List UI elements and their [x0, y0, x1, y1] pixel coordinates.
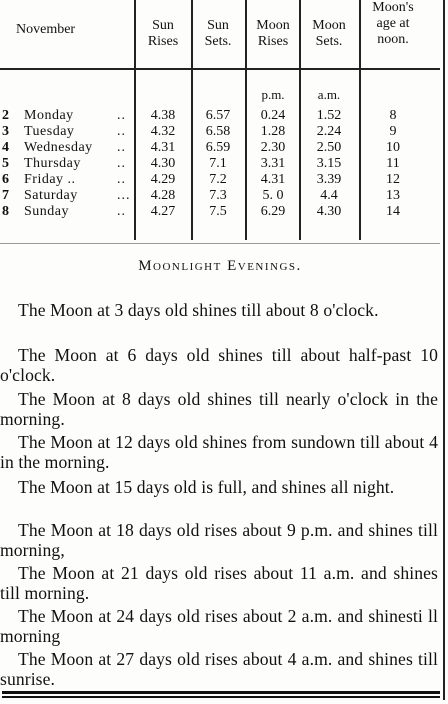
row-sun-rises: 4.27: [150, 204, 176, 219]
row-moon-age: 11: [386, 156, 400, 171]
row-leader: ..: [117, 204, 126, 219]
column-rule: [443, 0, 445, 700]
row-moon-age: 12: [386, 172, 400, 187]
paragraph: The Moon at 18 days old rises about 9 p.m. and shines till morning,: [0, 520, 438, 560]
paragraph: The Moon at 27 days old rises about 4 a.m. and shines till sunrise.: [0, 649, 438, 689]
header-moon-age: Moon's age at noon.: [372, 0, 414, 47]
table-row: [0, 204, 440, 220]
paragraph: The Moon at 6 days old shines till about half-past 10 o'clock.: [0, 345, 438, 385]
row-date: 3: [2, 124, 9, 139]
row-moon-age: 8: [389, 108, 397, 123]
row-moon-sets: 3.15: [316, 156, 342, 171]
row-day: Thursday: [24, 156, 81, 171]
row-sun-rises: 4.31: [150, 140, 176, 155]
row-leader: ..: [117, 108, 126, 123]
paragraph: The Moon at 24 days old rises about 2 a.m. and shinesti ll morning: [0, 606, 438, 646]
row-day: Saturday: [24, 188, 78, 203]
row-sun-rises: 4.30: [150, 156, 176, 171]
row-moon-rises: 2.30: [260, 140, 286, 155]
table-row: [0, 188, 440, 204]
row-date: 4: [2, 140, 9, 155]
row-moon-rises: 6.29: [260, 204, 286, 219]
row-sun-sets: 7.2: [209, 172, 227, 187]
row-day: Monday: [24, 108, 74, 123]
paragraph: The Moon at 8 days old shines till nearly o'clock in the morning.: [0, 389, 438, 429]
row-sun-sets: 7.3: [209, 188, 227, 203]
row-moon-sets: 2.24: [316, 124, 342, 139]
header-sun-rises: Sun Rises: [147, 18, 179, 49]
row-moon-rises: 0.24: [260, 108, 286, 123]
row-sun-sets: 6.59: [205, 140, 231, 155]
header-sun-sets: Sun Sets.: [204, 18, 232, 49]
row-sun-sets: 6.58: [205, 124, 231, 139]
bottom-rule-thin: [2, 696, 440, 698]
row-date: 2: [2, 108, 9, 123]
row-sun-sets: 7.5: [209, 204, 227, 219]
row-moon-sets: 1.52: [316, 108, 342, 123]
row-date: 8: [2, 204, 9, 219]
row-moon-age: 10: [386, 140, 400, 155]
row-sun-sets: 7.1: [209, 156, 227, 171]
table-row: [0, 124, 440, 140]
row-day: Friday ..: [24, 172, 76, 187]
header-moon-sets: Moon Sets.: [312, 18, 346, 49]
section-heading: Moonlight Evenings.: [138, 258, 302, 274]
table-row: [0, 172, 440, 188]
paragraph: The Moon at 12 days old shines from sundown till about 4 in the morning.: [0, 432, 438, 472]
row-moon-rises: 1.28: [260, 124, 286, 139]
row-moon-sets: 2.50: [316, 140, 342, 155]
row-sun-rises: 4.29: [150, 172, 176, 187]
table-row: [0, 156, 440, 172]
row-sun-rises: 4.38: [150, 108, 176, 123]
bottom-rule: [2, 691, 440, 694]
row-sun-sets: 6.57: [205, 108, 231, 123]
row-leader: ..: [117, 172, 126, 187]
row-leader: ...: [117, 188, 131, 203]
row-moon-age: 13: [386, 188, 400, 203]
row-date: 5: [2, 156, 9, 171]
row-moon-sets: 3.39: [316, 172, 342, 187]
row-moon-rises: 4.31: [260, 172, 286, 187]
unit-pm: p.m.: [261, 87, 285, 102]
row-day: Wednesday: [24, 140, 93, 155]
paragraph: The Moon at 15 days old is full, and shines all night.: [18, 477, 395, 497]
table-row: [0, 140, 440, 156]
row-moon-age: 9: [389, 124, 397, 139]
row-moon-rises: 5. 0: [262, 188, 284, 203]
row-moon-sets: 4.4: [320, 188, 338, 203]
row-moon-rises: 3.31: [260, 156, 286, 171]
row-date: 7: [2, 188, 9, 203]
table-bottom-rule: [0, 243, 440, 244]
row-leader: ..: [117, 140, 126, 155]
header-rule: [0, 68, 440, 70]
row-date: 6: [2, 172, 9, 187]
paragraph: The Moon at 3 days old shines till about 8 o'clock.: [18, 300, 379, 320]
header-moon-rises: Moon Rises: [256, 18, 290, 49]
row-sun-rises: 4.32: [150, 124, 176, 139]
row-moon-sets: 4.30: [316, 204, 342, 219]
sun-moon-table: [0, 0, 440, 248]
header-month: November: [16, 22, 76, 37]
unit-am: a.m.: [317, 87, 341, 102]
row-moon-age: 14: [386, 204, 400, 219]
table-row: [0, 108, 440, 124]
row-leader: ..: [117, 124, 126, 139]
row-leader: ..: [117, 156, 126, 171]
row-day: Tuesday: [24, 124, 75, 139]
row-sun-rises: 4.28: [150, 188, 176, 203]
paragraph: The Moon at 21 days old rises about 11 a.m. and shines till morning.: [0, 563, 438, 603]
row-day: Sunday: [24, 204, 69, 219]
